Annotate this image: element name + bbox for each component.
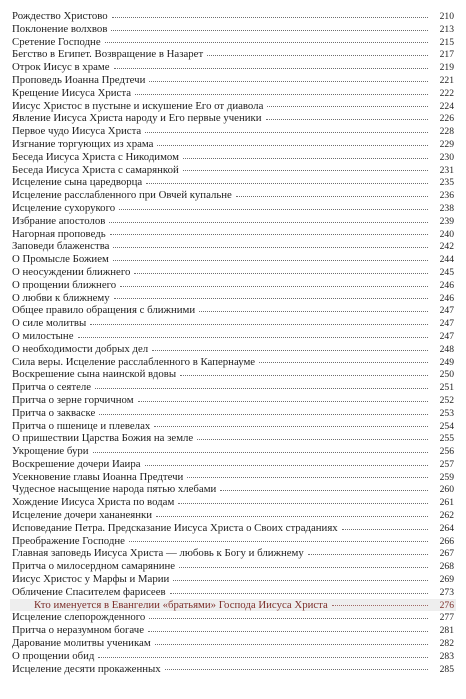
dot-leader: [259, 362, 428, 363]
toc-entry-page-number: 231: [439, 164, 454, 176]
toc-entry-page-number: 247: [439, 305, 454, 317]
toc-entry: [12, 573, 454, 586]
toc-entry-title: Нагорная проповедь: [12, 227, 106, 240]
toc-entry-page-number: 244: [439, 254, 454, 266]
toc-entry-title: Изгнание торгующих из храма: [12, 137, 154, 150]
toc-entry: [12, 356, 454, 369]
toc-entry-title: О пришествии Царства Божия на земле: [12, 432, 194, 445]
toc-entry-title: Сретение Господне: [12, 35, 101, 48]
toc-entry-page-number: 247: [439, 318, 454, 330]
toc-entry-page-number: 230: [439, 151, 454, 163]
toc-entry-title: Общее правило обращения с ближними: [12, 304, 196, 317]
dot-leader: [180, 375, 428, 376]
toc-entry-page-number: 266: [439, 535, 454, 547]
toc-entry: [12, 100, 454, 113]
dot-leader: [110, 234, 428, 235]
toc-entry: [12, 10, 454, 23]
toc-entry: [12, 23, 454, 36]
dot-leader: [134, 273, 428, 274]
toc-entry-title: О любви к ближнему: [12, 291, 110, 304]
toc-entry-title: Укрощение бури: [12, 445, 89, 458]
toc-entry-title: О необходимости добрых дел: [12, 342, 149, 355]
dot-leader: [78, 337, 429, 338]
toc-entry-title: Притча о закваске: [12, 406, 96, 419]
toc-entry-page-number: 254: [439, 420, 454, 432]
toc-entry-title: Главная заповедь Иисуса Христа — любовь к Богу и ближнему: [12, 547, 304, 560]
dot-leader: [109, 222, 428, 223]
toc-entry: [12, 522, 454, 535]
toc-entry-title: Явление Иисуса Христа народу и Его первые ученики: [12, 112, 262, 125]
toc-entry-title: Иисус Христос в пустыне и искушение Его от диавола: [12, 99, 264, 112]
toc-entry: [12, 471, 454, 484]
toc-entry: [12, 560, 454, 573]
toc-entry-title: О прощении ближнего: [12, 278, 117, 291]
toc-entry-page-number: 250: [439, 369, 454, 381]
toc-entry-page-number: 242: [439, 241, 454, 253]
toc-entry: [12, 253, 454, 266]
toc-entry-page-number: 268: [439, 561, 454, 573]
dot-leader: [138, 401, 428, 402]
toc-entry-title: Бегство в Египет. Возвращение в Назарет: [12, 48, 204, 61]
toc-entry-page-number: 222: [439, 87, 454, 99]
toc-entry: [12, 228, 454, 241]
toc-entry-title: Исцеление сына царедворца: [12, 176, 143, 189]
dot-leader: [129, 541, 428, 542]
toc-entry-page-number: 224: [439, 100, 454, 112]
toc-entry-title: Крещение Иисуса Христа: [12, 86, 131, 99]
toc-entry-title: Рождество Христово: [12, 10, 108, 22]
dot-leader: [220, 490, 428, 491]
dot-leader: [173, 580, 428, 581]
toc-entry-page-number: 228: [439, 126, 454, 138]
dot-leader: [119, 209, 428, 210]
toc-entry-title: Первое чудо Иисуса Христа: [12, 125, 142, 138]
toc-entry: [12, 151, 454, 164]
dot-leader: [165, 669, 428, 670]
toc-entry-page-number: 235: [439, 177, 454, 189]
toc-entry: [12, 586, 454, 599]
toc-entry: [12, 496, 454, 509]
dot-leader: [90, 324, 428, 325]
toc-entry-title: Хождение Иисуса Христа по водам: [12, 496, 175, 509]
toc-entry-page-number: 239: [439, 215, 454, 227]
toc-entry-title: Чудесное насыщение народа пятью хлебами: [12, 483, 217, 496]
dot-leader: [179, 567, 428, 568]
dot-leader: [152, 350, 428, 351]
dot-leader: [93, 452, 428, 453]
dot-leader: [146, 183, 428, 184]
toc-entry-page-number: 248: [439, 343, 454, 355]
toc-entry: [12, 202, 454, 215]
toc-entry-page-number: 269: [439, 574, 454, 586]
dot-leader: [105, 42, 428, 43]
table-of-contents: [12, 10, 454, 675]
toc-entry-page-number: 238: [439, 202, 454, 214]
toc-entry: [12, 317, 454, 330]
toc-entry-page-number: 240: [439, 228, 454, 240]
toc-entry-title: Сила веры. Исцеление расслабленного в Капернауме: [12, 355, 256, 368]
toc-entry-title: Проповедь Иоанна Предтечи: [12, 73, 146, 86]
toc-entry: [12, 547, 454, 560]
dot-leader: [183, 170, 428, 171]
toc-entry-title: Воскрешение дочери Иаира: [12, 457, 141, 470]
dot-leader: [120, 286, 428, 287]
toc-entry-title: Воскрешение сына наинской вдовы: [12, 368, 177, 381]
toc-entry-title: Отрок Иисус в храме: [12, 61, 110, 74]
toc-entry: [12, 483, 454, 496]
dot-leader: [178, 503, 428, 504]
dot-leader: [187, 477, 428, 478]
dot-leader: [111, 30, 428, 31]
toc-entry-title: О неосуждении ближнего: [12, 265, 131, 278]
toc-entry-page-number: 285: [439, 663, 454, 675]
toc-entry: [12, 381, 454, 394]
toc-entry-title: Обличение Спасителем фарисеев: [12, 585, 166, 598]
toc-entry-title: Усекновение главы Иоанна Предтечи: [12, 470, 184, 483]
toc-entry-title: О силе молитвы: [12, 317, 87, 330]
toc-entry-page-number: 261: [439, 497, 454, 509]
toc-entry: [12, 637, 454, 650]
dot-leader: [99, 414, 428, 415]
toc-entry: [12, 176, 454, 189]
dot-leader: [183, 158, 428, 159]
toc-entry: [12, 535, 454, 548]
toc-entry-page-number: 257: [439, 458, 454, 470]
toc-entry-page-number: 277: [439, 612, 454, 624]
toc-entry-title: Притча о милосердном самарянине: [12, 560, 176, 573]
dot-leader: [154, 426, 428, 427]
dot-leader: [145, 465, 428, 466]
toc-entry: [12, 36, 454, 49]
toc-entry-page-number: 282: [439, 638, 454, 650]
toc-entry-page-number: 273: [439, 586, 454, 598]
toc-entry: [12, 624, 454, 637]
toc-entry-page-number: 245: [439, 266, 454, 278]
toc-entry-page-number: 259: [439, 471, 454, 483]
dot-leader: [98, 657, 428, 658]
toc-entry: [12, 74, 454, 87]
toc-entry-page-number: 253: [439, 407, 454, 419]
toc-entry: [12, 266, 454, 279]
toc-entry: [12, 164, 454, 177]
toc-entry: [12, 394, 454, 407]
toc-entry-title: Исповедание Петра. Предсказание Иисуса Христа о Своих страданиях: [12, 521, 338, 534]
toc-entry: [12, 240, 454, 253]
toc-entry-title: Исцеление десяти прокаженных: [12, 662, 161, 675]
toc-entry-title: Исцеление слепорожденного: [12, 611, 146, 624]
dot-leader: [207, 55, 428, 56]
toc-entry: [12, 112, 454, 125]
toc-entry: [12, 663, 454, 676]
toc-entry-page-number: 229: [439, 138, 454, 150]
toc-entry: [12, 215, 454, 228]
toc-entry-title: Притча о сеятеле: [12, 381, 92, 394]
toc-entry: [12, 420, 454, 433]
toc-entry-page-number: 281: [439, 625, 454, 637]
toc-entry: [12, 304, 454, 317]
toc-entry: [12, 432, 454, 445]
toc-entry-page-number: 256: [439, 446, 454, 458]
toc-entry: [10, 599, 456, 612]
dot-leader: [199, 311, 428, 312]
toc-entry-title: Иисус Христос у Марфы и Марии: [12, 573, 170, 586]
toc-entry: [12, 189, 454, 202]
toc-entry: [12, 292, 454, 305]
toc-entry: [12, 48, 454, 61]
toc-entry: [12, 509, 454, 522]
dot-leader: [148, 631, 428, 632]
toc-entry-title: Притча о неразумном богаче: [12, 624, 145, 637]
dot-leader: [149, 618, 428, 619]
toc-entry-title: Поклонение волхвов: [12, 22, 108, 35]
toc-entry-page-number: 213: [439, 23, 454, 35]
toc-entry: [12, 87, 454, 100]
toc-entry-title: Исцеление сухорукого: [12, 201, 116, 214]
dot-leader: [113, 247, 428, 248]
dot-leader: [114, 298, 428, 299]
toc-entry: [12, 330, 454, 343]
toc-entry-title: Заповеди блаженства: [12, 240, 110, 253]
toc-entry: [12, 407, 454, 420]
toc-entry-title: О милостыне: [12, 329, 74, 342]
toc-entry-title: Притча о пшенице и плевелах: [12, 419, 151, 432]
toc-entry: [12, 343, 454, 356]
toc-entry-page-number: 215: [439, 36, 454, 48]
toc-entry-page-number: 283: [439, 650, 454, 662]
dot-leader: [236, 196, 428, 197]
dot-leader: [112, 17, 428, 18]
toc-entry-title: Исцеление дочери хананеянки: [12, 509, 153, 522]
toc-entry: [12, 458, 454, 471]
dot-leader: [157, 145, 428, 146]
toc-entry-page-number: 221: [439, 74, 454, 86]
toc-entry-page-number: 246: [439, 292, 454, 304]
toc-entry: [12, 650, 454, 663]
toc-entry: [12, 368, 454, 381]
toc-entry-page-number: 260: [439, 484, 454, 496]
toc-entry: [12, 61, 454, 74]
dot-leader: [113, 260, 428, 261]
dot-leader: [267, 106, 428, 107]
toc-entry: [12, 611, 454, 624]
toc-entry-page-number: 217: [439, 49, 454, 61]
toc-entry-title: Беседа Иисуса Христа с Никодимом: [12, 150, 179, 163]
toc-entry: [12, 445, 454, 458]
toc-entry-page-number: 264: [439, 522, 454, 534]
dot-leader: [145, 132, 428, 133]
toc-entry-title: О Промысле Божием: [12, 253, 109, 266]
toc-entry-page-number: 267: [439, 548, 454, 560]
toc-entry-page-number: 252: [439, 394, 454, 406]
dot-leader: [155, 644, 428, 645]
dot-leader: [156, 516, 428, 517]
dot-leader: [95, 388, 428, 389]
toc-entry-title: Кто именуется в Евангелии «братьями» Господа Иисуса Христа: [34, 598, 328, 611]
toc-entry-page-number: 236: [439, 190, 454, 202]
toc-entry: [12, 125, 454, 138]
toc-entry-page-number: 255: [439, 433, 454, 445]
toc-entry-page-number: 219: [439, 62, 454, 74]
toc-entry-page-number: 246: [439, 279, 454, 291]
toc-entry-page-number: 247: [439, 330, 454, 342]
toc-entry-page-number: 251: [439, 382, 454, 394]
toc-entry-title: Дарование молитвы ученикам: [12, 637, 151, 650]
toc-entry-page-number: 210: [439, 11, 454, 22]
toc-entry-page-number: 276: [439, 599, 454, 611]
toc-entry-title: Беседа Иисуса Христа с самарянкой: [12, 163, 179, 176]
dot-leader: [170, 593, 428, 594]
dot-leader: [342, 529, 428, 530]
dot-leader: [114, 68, 428, 69]
toc-entry-page-number: 226: [439, 113, 454, 125]
toc-entry-page-number: 262: [439, 510, 454, 522]
dot-leader: [332, 605, 428, 606]
toc-entry-title: Преображение Господне: [12, 534, 125, 547]
dot-leader: [266, 119, 428, 120]
toc-entry-page-number: 249: [439, 356, 454, 368]
toc-entry-title: Избрание апостолов: [12, 214, 106, 227]
toc-entry: [12, 279, 454, 292]
toc-entry-title: Исцеление расслабленного при Овчей купальне: [12, 189, 232, 202]
dot-leader: [135, 94, 428, 95]
dot-leader: [197, 439, 428, 440]
toc-entry: [12, 138, 454, 151]
dot-leader: [149, 81, 428, 82]
dot-leader: [308, 554, 428, 555]
toc-entry-title: О прощении обид: [12, 649, 95, 662]
toc-entry-title: Притча о зерне горчичном: [12, 393, 134, 406]
